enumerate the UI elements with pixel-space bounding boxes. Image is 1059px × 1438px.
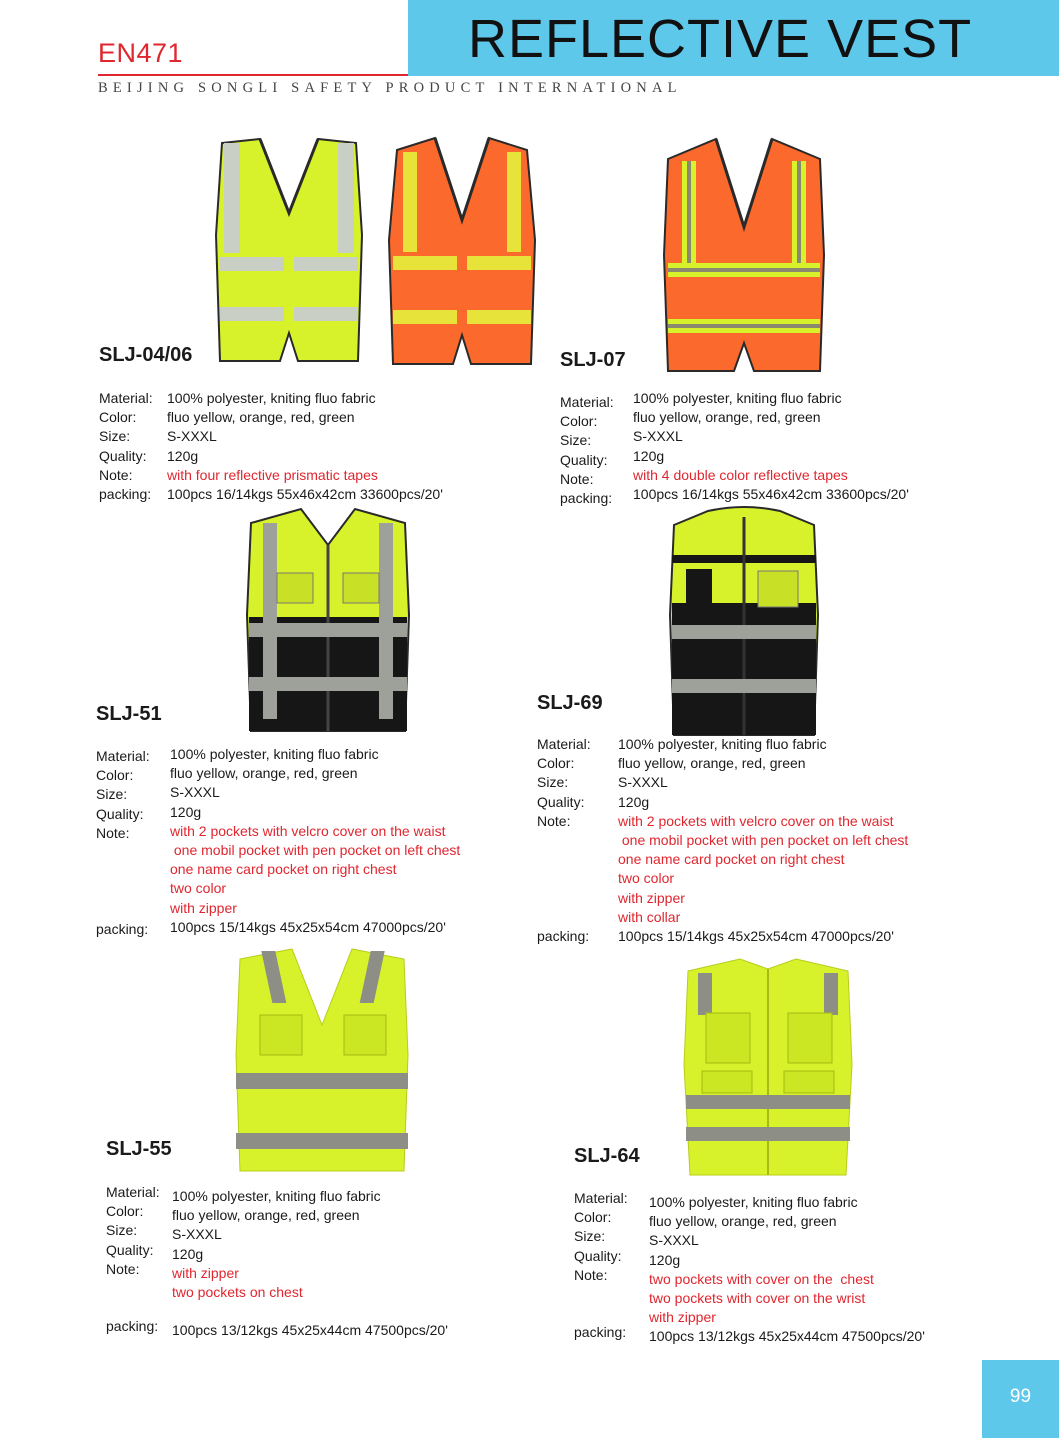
- note-line: one name card pocket on right chest: [618, 851, 845, 868]
- product-code: SLJ-07: [560, 349, 626, 371]
- note-line: with zipper: [618, 889, 685, 906]
- vest-image-slj-51: [243, 505, 413, 735]
- note-line: with collar: [618, 908, 681, 925]
- material-value: 100% polyester, kniting fluo fabric: [170, 746, 379, 762]
- quality-value: 120g: [172, 1245, 204, 1262]
- note-line: two pockets with cover on the chest: [649, 1270, 874, 1287]
- packing-label: packing:: [106, 1318, 159, 1335]
- quality-label: Quality:: [106, 1241, 154, 1258]
- packing-value: 100pcs 15/14kgs 45x25x54cm 47000pcs/20': [170, 918, 446, 935]
- quality-label: Quality:: [96, 805, 144, 822]
- size-label: Size:: [574, 1228, 606, 1245]
- note-line: with 4 double color reflective tapes: [633, 466, 848, 483]
- color-value: fluo yellow, orange, red, green: [649, 1213, 837, 1230]
- note-line: with zipper: [172, 1264, 239, 1281]
- packing-value: 100pcs 13/12kgs 45x25x44cm 47500pcs/20': [172, 1322, 448, 1339]
- color-label: Color:: [560, 413, 598, 430]
- note-line: one mobil pocket with pen pocket on left chest: [170, 841, 461, 858]
- note-label: Note:: [96, 824, 130, 841]
- note-label: Note:: [537, 812, 571, 829]
- material-value: 100% polyester, kniting fluo fabric: [167, 390, 376, 406]
- vest-image-slj-64: [678, 955, 858, 1180]
- quality-label: Quality:: [537, 793, 585, 810]
- note-line: with 2 pockets with velcro cover on the waist: [170, 822, 446, 839]
- color-label: Color:: [96, 767, 134, 784]
- quality-value: 120g: [649, 1251, 681, 1268]
- color-value: fluo yellow, orange, red, green: [172, 1207, 360, 1224]
- material-label: Material:: [99, 390, 153, 406]
- note-line: two color: [618, 870, 675, 887]
- packing-label: packing:: [96, 920, 149, 937]
- quality-value: 120g: [633, 447, 665, 464]
- vest-image-slj-04-yellow: [212, 135, 367, 365]
- title-banner: [408, 0, 1059, 76]
- size-label: Size:: [99, 428, 131, 445]
- size-value: S-XXXL: [633, 428, 683, 445]
- note-line: with 2 pockets with velcro cover on the waist: [618, 812, 894, 829]
- color-label: Color:: [537, 755, 575, 772]
- size-value: S-XXXL: [618, 774, 668, 791]
- note-label: Note:: [574, 1266, 608, 1283]
- quality-label: Quality:: [574, 1247, 622, 1264]
- quality-value: 120g: [167, 447, 199, 464]
- product-code: SLJ-51: [96, 703, 162, 725]
- note-line: two pockets on chest: [172, 1283, 303, 1300]
- vest-image-slj-07: [660, 135, 828, 375]
- product-code: SLJ-04/06: [99, 344, 193, 366]
- material-value: 100% polyester, kniting fluo fabric: [172, 1188, 381, 1204]
- standard-label: EN471: [98, 38, 184, 68]
- quality-label: Quality:: [560, 451, 608, 468]
- packing-value: 100pcs 16/14kgs 55x46x42cm 33600pcs/20': [167, 485, 443, 502]
- quality-value: 120g: [618, 793, 650, 810]
- size-label: Size:: [537, 774, 569, 791]
- material-label: Material:: [106, 1184, 160, 1200]
- material-value: 100% polyester, kniting fluo fabric: [649, 1194, 858, 1210]
- color-value: fluo yellow, orange, red, green: [618, 755, 806, 772]
- material-label: Material:: [560, 394, 614, 410]
- note-line: with four reflective prismatic tapes: [167, 466, 378, 483]
- product-code: SLJ-69: [537, 692, 603, 714]
- page-number-box: [982, 1360, 1059, 1438]
- packing-label: packing:: [537, 927, 590, 944]
- size-label: Size:: [96, 786, 128, 803]
- material-value: 100% polyester, kniting fluo fabric: [618, 736, 827, 752]
- color-value: fluo yellow, orange, red, green: [633, 409, 821, 426]
- note-line: one name card pocket on right chest: [170, 861, 397, 878]
- color-value: fluo yellow, orange, red, green: [170, 765, 358, 782]
- material-label: Material:: [96, 748, 150, 764]
- note-label: Note:: [106, 1260, 140, 1277]
- packing-label: packing:: [99, 485, 152, 502]
- color-label: Color:: [99, 409, 137, 426]
- product-code: SLJ-55: [106, 1138, 172, 1160]
- color-label: Color:: [574, 1209, 612, 1226]
- size-value: S-XXXL: [172, 1226, 222, 1243]
- quality-value: 120g: [170, 803, 202, 820]
- color-value: fluo yellow, orange, red, green: [167, 409, 355, 426]
- packing-value: 100pcs 15/14kgs 45x25x54cm 47000pcs/20': [618, 927, 894, 944]
- size-value: S-XXXL: [167, 428, 217, 445]
- packing-value: 100pcs 16/14kgs 55x46x42cm 33600pcs/20': [633, 485, 909, 502]
- product-code: SLJ-64: [574, 1145, 640, 1167]
- packing-label: packing:: [574, 1324, 627, 1341]
- packing-label: packing:: [560, 489, 613, 506]
- size-value: S-XXXL: [649, 1232, 699, 1249]
- page-number: 99: [1009, 1386, 1032, 1407]
- quality-label: Quality:: [99, 447, 147, 464]
- note-line: with zipper: [170, 899, 237, 916]
- vest-image-slj-06-orange: [385, 130, 540, 370]
- vest-image-slj-69: [668, 505, 820, 740]
- note-line: two pockets with cover on the wrist: [649, 1289, 866, 1306]
- note-label: Note:: [99, 466, 133, 483]
- material-label: Material:: [574, 1190, 628, 1206]
- note-label: Note:: [560, 470, 594, 487]
- color-label: Color:: [106, 1203, 144, 1220]
- note-line: two color: [170, 880, 227, 897]
- header-divider: [98, 74, 408, 76]
- material-label: Material:: [537, 736, 591, 752]
- page-title: REFLECTIVE VEST: [468, 9, 973, 69]
- vest-image-slj-55: [232, 945, 412, 1175]
- company-name: BEIJING SONGLI SAFETY PRODUCT INTERNATIONAL: [98, 80, 682, 96]
- size-label: Size:: [106, 1222, 138, 1239]
- size-value: S-XXXL: [170, 784, 220, 801]
- note-line: one mobil pocket with pen pocket on left chest: [618, 831, 909, 848]
- note-line: with zipper: [649, 1309, 716, 1326]
- size-label: Size:: [560, 432, 592, 449]
- packing-value: 100pcs 13/12kgs 45x25x44cm 47500pcs/20': [649, 1328, 925, 1345]
- material-value: 100% polyester, kniting fluo fabric: [633, 390, 842, 406]
